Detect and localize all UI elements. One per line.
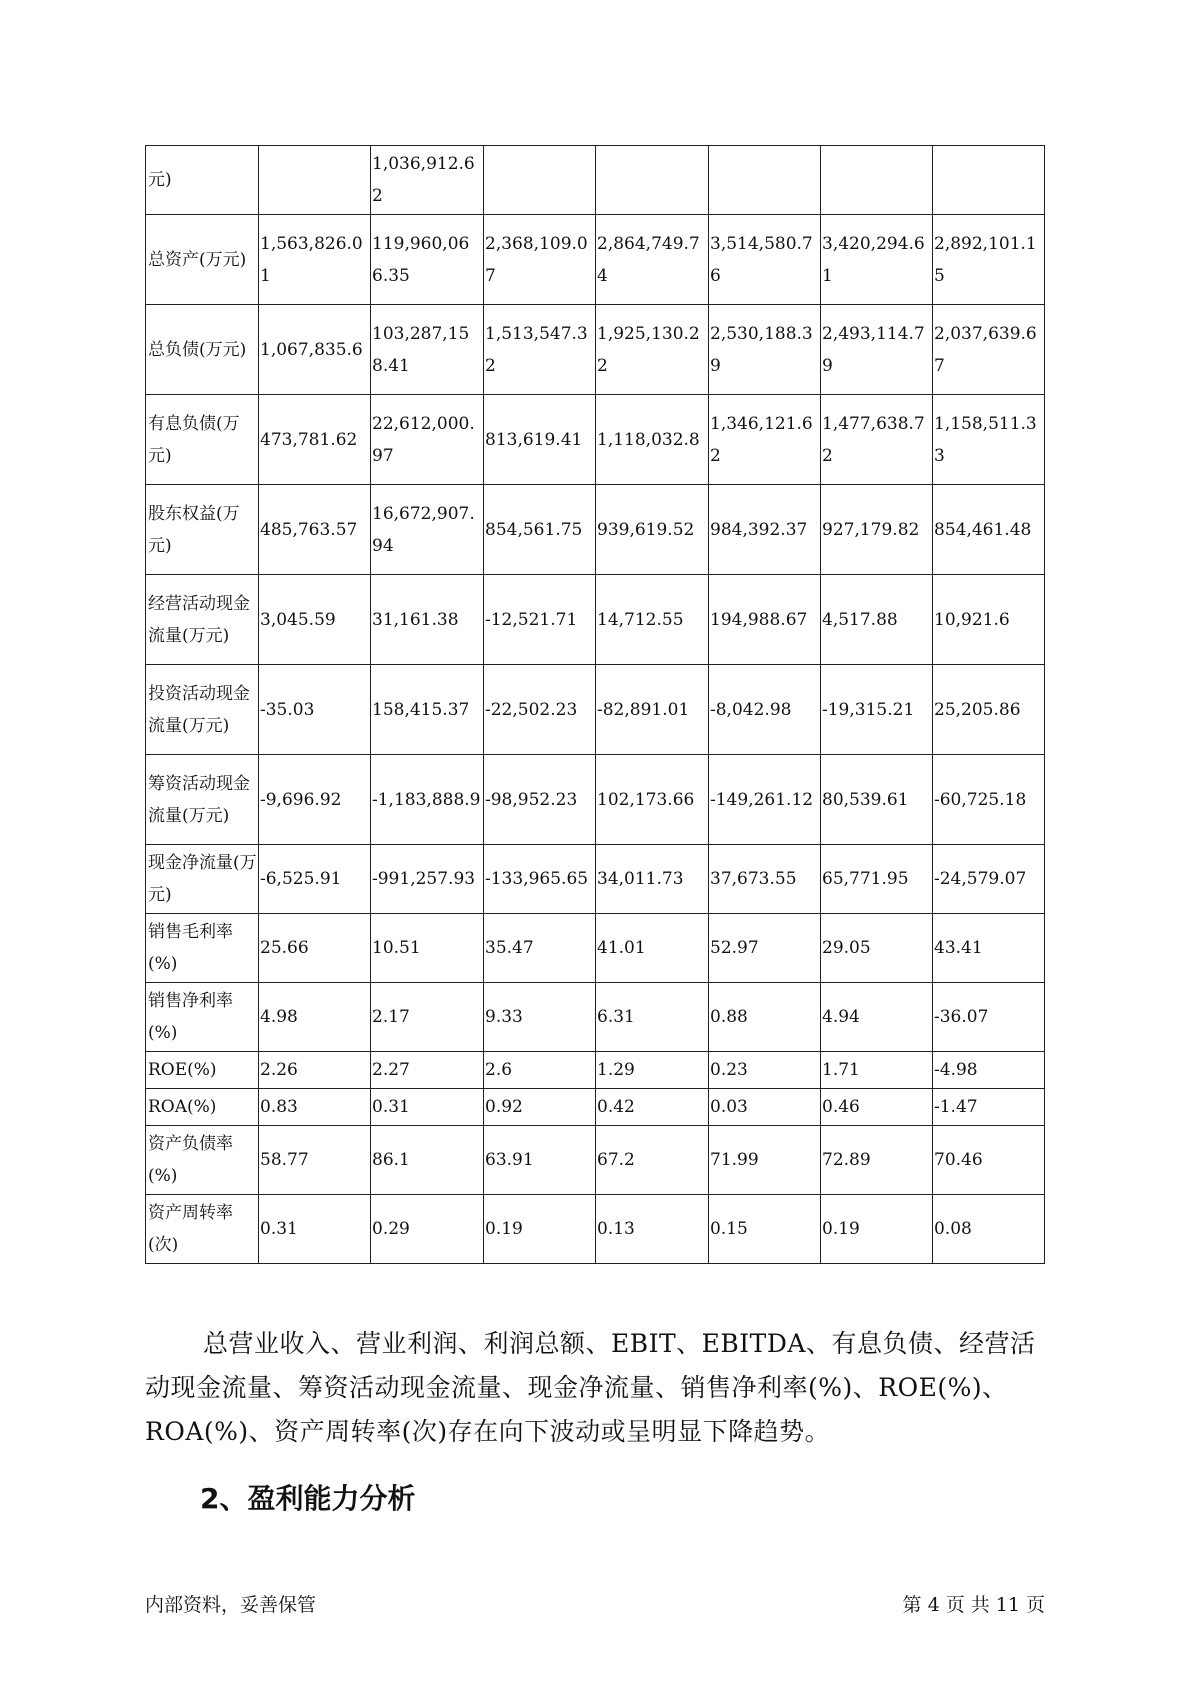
table-cell: -149,261.12 <box>709 755 821 845</box>
row-label: 资产周转率(次) <box>146 1195 259 1264</box>
table-cell: 71.99 <box>709 1126 821 1195</box>
table-cell: 1,067,835.6 <box>259 305 371 395</box>
table-cell: 22,612,000.97 <box>371 395 484 485</box>
row-label: ROA(%) <box>146 1089 259 1126</box>
table-row <box>146 1089 1045 1126</box>
table-cell: 119,960,066.35 <box>371 215 484 305</box>
table-cell: -991,257.93 <box>371 845 484 914</box>
table-cell: 2,037,639.67 <box>933 305 1045 395</box>
row-label: 元) <box>146 146 259 215</box>
table-cell: -6,525.91 <box>259 845 371 914</box>
row-label: 筹资活动现金流量(万元) <box>146 755 259 845</box>
table-cell: 2,892,101.15 <box>933 215 1045 305</box>
table-cell: 10,921.6 <box>933 575 1045 665</box>
table-cell: 2,530,188.39 <box>709 305 821 395</box>
table-cell: -19,315.21 <box>821 665 933 755</box>
table-cell: -133,965.65 <box>484 845 596 914</box>
table-cell: 2.27 <box>371 1052 484 1089</box>
table-cell <box>821 146 933 215</box>
table-cell: 0.46 <box>821 1089 933 1126</box>
table-cell: 29.05 <box>821 914 933 983</box>
table-cell: 1,925,130.22 <box>596 305 709 395</box>
table-cell: 31,161.38 <box>371 575 484 665</box>
table-row <box>146 914 1045 983</box>
table-cell: 37,673.55 <box>709 845 821 914</box>
table-cell: 0.83 <box>259 1089 371 1126</box>
table-cell: 103,287,158.41 <box>371 305 484 395</box>
table-body <box>146 146 1045 1264</box>
row-label: 总资产(万元) <box>146 215 259 305</box>
table-cell: 34,011.73 <box>596 845 709 914</box>
table-cell: 6.31 <box>596 983 709 1052</box>
table-cell: 4,517.88 <box>821 575 933 665</box>
table-cell: 0.19 <box>821 1195 933 1264</box>
financial-metrics-table <box>145 145 1045 1264</box>
table-cell: 35.47 <box>484 914 596 983</box>
table-cell <box>259 146 371 215</box>
table-cell: 70.46 <box>933 1126 1045 1195</box>
table-cell: -12,521.71 <box>484 575 596 665</box>
table-cell: 52.97 <box>709 914 821 983</box>
table-cell: 0.13 <box>596 1195 709 1264</box>
table-cell: 43.41 <box>933 914 1045 983</box>
table-cell: 854,461.48 <box>933 485 1045 575</box>
table-cell: 984,392.37 <box>709 485 821 575</box>
table-cell: 939,619.52 <box>596 485 709 575</box>
table-cell: 813,619.41 <box>484 395 596 485</box>
table-cell: 0.31 <box>371 1089 484 1126</box>
table-cell <box>933 146 1045 215</box>
row-label: 总负债(万元) <box>146 305 259 395</box>
table-cell: 63.91 <box>484 1126 596 1195</box>
table-cell: 41.01 <box>596 914 709 983</box>
table-row <box>146 146 1045 215</box>
table-cell: 10.51 <box>371 914 484 983</box>
table-cell: -36.07 <box>933 983 1045 1052</box>
table-cell: 0.08 <box>933 1195 1045 1264</box>
table-cell: 473,781.62 <box>259 395 371 485</box>
table-cell: 2.26 <box>259 1052 371 1089</box>
table-cell: 1,118,032.8 <box>596 395 709 485</box>
row-label: 现金净流量(万元) <box>146 845 259 914</box>
table-row <box>146 485 1045 575</box>
table-cell: 158,415.37 <box>371 665 484 755</box>
table-cell: 1,036,912.62 <box>371 146 484 215</box>
table-cell: 25,205.86 <box>933 665 1045 755</box>
table-cell: -82,891.01 <box>596 665 709 755</box>
table-cell: 2.17 <box>371 983 484 1052</box>
row-label: ROE(%) <box>146 1052 259 1089</box>
table-cell: 1,563,826.01 <box>259 215 371 305</box>
table-row <box>146 215 1045 305</box>
table-row <box>146 305 1045 395</box>
table-cell: 4.94 <box>821 983 933 1052</box>
row-label: 经营活动现金流量(万元) <box>146 575 259 665</box>
table-row <box>146 983 1045 1052</box>
table-cell: 1,158,511.33 <box>933 395 1045 485</box>
table-cell: 3,514,580.76 <box>709 215 821 305</box>
table-cell: 0.88 <box>709 983 821 1052</box>
table-cell: -98,952.23 <box>484 755 596 845</box>
row-label: 资产负债率(%) <box>146 1126 259 1195</box>
table-cell: 9.33 <box>484 983 596 1052</box>
table-cell: 1.71 <box>821 1052 933 1089</box>
table-cell: 86.1 <box>371 1126 484 1195</box>
table-cell: 194,988.67 <box>709 575 821 665</box>
table-cell: 0.19 <box>484 1195 596 1264</box>
table-row <box>146 575 1045 665</box>
table-cell: 485,763.57 <box>259 485 371 575</box>
table-cell: 0.03 <box>709 1089 821 1126</box>
table-cell <box>596 146 709 215</box>
table-cell: -4.98 <box>933 1052 1045 1089</box>
row-label: 股东权益(万元) <box>146 485 259 575</box>
table-cell: 72.89 <box>821 1126 933 1195</box>
table-cell: 1,477,638.72 <box>821 395 933 485</box>
table-cell: 927,179.82 <box>821 485 933 575</box>
table-cell: 854,561.75 <box>484 485 596 575</box>
table-cell: -24,579.07 <box>933 845 1045 914</box>
table-cell: 2,368,109.07 <box>484 215 596 305</box>
table-cell: 0.29 <box>371 1195 484 1264</box>
table-row <box>146 755 1045 845</box>
table-cell: 3,045.59 <box>259 575 371 665</box>
table-cell: 14,712.55 <box>596 575 709 665</box>
table-cell: 4.98 <box>259 983 371 1052</box>
table-cell: -1.47 <box>933 1089 1045 1126</box>
table-cell: 2,493,114.79 <box>821 305 933 395</box>
analysis-paragraph: 总营业收入、营业利润、利润总额、EBIT、EBITDA、有息负债、经营活动现金流量、筹资活动现金流量、现金净流量、销售净利率(%)、ROE(%)、ROA(%)、资产周转率(次)存在向下波动或呈明显下降趋势。 <box>145 1329 1036 1446</box>
table-cell: 80,539.61 <box>821 755 933 845</box>
row-label: 有息负债(万元) <box>146 395 259 485</box>
table-cell: 2,864,749.74 <box>596 215 709 305</box>
table-cell: 1.29 <box>596 1052 709 1089</box>
table-cell: -1,183,888.9 <box>371 755 484 845</box>
footer-confidential-note: 内部资料，妥善保管 <box>145 1594 317 1616</box>
table-row <box>146 1052 1045 1089</box>
row-label: 投资活动现金流量(万元) <box>146 665 259 755</box>
table-cell: 0.92 <box>484 1089 596 1126</box>
table-cell: 2.6 <box>484 1052 596 1089</box>
section-heading: 2、盈利能力分析 <box>200 1482 416 1515</box>
table-cell: -9,696.92 <box>259 755 371 845</box>
table-cell <box>484 146 596 215</box>
table-cell: 16,672,907.94 <box>371 485 484 575</box>
table-cell: 0.31 <box>259 1195 371 1264</box>
table-row <box>146 1126 1045 1195</box>
table-row <box>146 665 1045 755</box>
footer-page-number: 第 4 页 共 11 页 <box>902 1594 1045 1616</box>
table-cell: -22,502.23 <box>484 665 596 755</box>
table-cell: 0.42 <box>596 1089 709 1126</box>
table-row <box>146 845 1045 914</box>
table-cell: 67.2 <box>596 1126 709 1195</box>
table-cell: 0.23 <box>709 1052 821 1089</box>
table-cell <box>709 146 821 215</box>
row-label: 销售毛利率(%) <box>146 914 259 983</box>
row-label: 销售净利率(%) <box>146 983 259 1052</box>
table-cell: -60,725.18 <box>933 755 1045 845</box>
table-cell: 3,420,294.61 <box>821 215 933 305</box>
table-cell: 0.15 <box>709 1195 821 1264</box>
table-cell: 25.66 <box>259 914 371 983</box>
table-cell: 102,173.66 <box>596 755 709 845</box>
table-cell: 1,346,121.62 <box>709 395 821 485</box>
table-cell: 1,513,547.32 <box>484 305 596 395</box>
table-cell: 65,771.95 <box>821 845 933 914</box>
table-cell: 58.77 <box>259 1126 371 1195</box>
table-cell: -35.03 <box>259 665 371 755</box>
table-row <box>146 1195 1045 1264</box>
table-cell: -8,042.98 <box>709 665 821 755</box>
table-row <box>146 395 1045 485</box>
